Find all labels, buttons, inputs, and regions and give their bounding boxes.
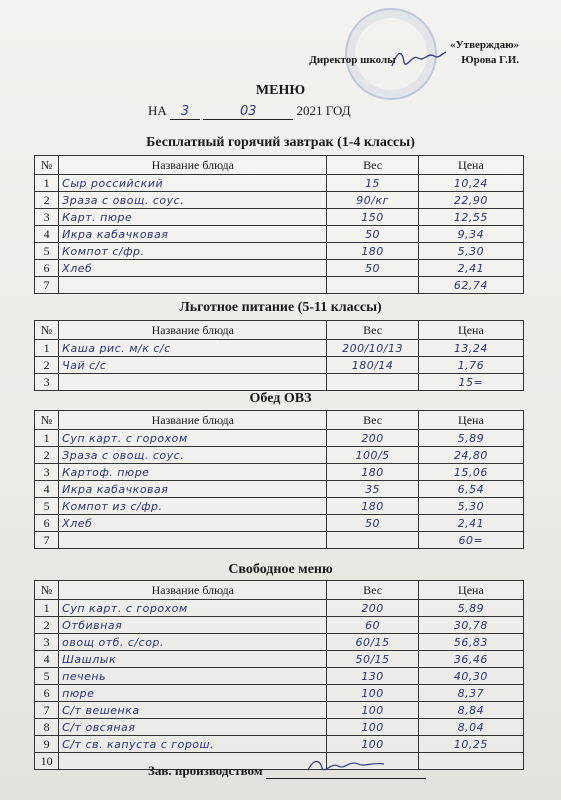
cell-dish-name: Сыр российский xyxy=(59,175,327,192)
cell-weight: 180 xyxy=(327,498,418,515)
table-row xyxy=(35,243,524,260)
table-row xyxy=(35,447,524,464)
table-row xyxy=(35,702,524,719)
cell-number: 2 xyxy=(35,357,59,374)
cell-weight xyxy=(327,374,418,391)
col-weight: Вес xyxy=(327,581,418,600)
cell-number: 3 xyxy=(35,634,59,651)
cell-number: 5 xyxy=(35,668,59,685)
section-title-subsidized: Льготное питание (5-11 классы) xyxy=(179,300,382,315)
cell-number: 2 xyxy=(35,192,59,209)
table-row xyxy=(35,464,524,481)
table-row xyxy=(35,340,524,357)
cell-price: 56,83 xyxy=(418,634,523,651)
cell-price: 15= xyxy=(418,374,523,391)
date-prefix: НА xyxy=(148,103,167,118)
cell-number: 5 xyxy=(35,498,59,515)
table-ovz-lunch xyxy=(34,410,524,549)
cell-weight: 15 xyxy=(327,175,418,192)
col-price: Цена xyxy=(418,156,523,175)
cell-weight: 100 xyxy=(327,736,418,753)
cell-number: 10 xyxy=(35,753,59,770)
cell-price: 36,46 xyxy=(418,651,523,668)
cell-dish-name: Икра кабачковая xyxy=(59,481,327,498)
cell-price: 15,06 xyxy=(418,464,523,481)
table-body xyxy=(35,430,524,549)
cell-weight xyxy=(327,277,418,294)
cell-dish-name: пюре xyxy=(59,685,327,702)
table-row xyxy=(35,685,524,702)
table-header xyxy=(35,321,524,340)
cell-number: 4 xyxy=(35,226,59,243)
director-name: Юрова Г.И. xyxy=(461,54,519,66)
table-row xyxy=(35,357,524,374)
table-row xyxy=(35,175,524,192)
cell-weight: 130 xyxy=(327,668,418,685)
cell-weight: 180 xyxy=(327,464,418,481)
cell-weight: 50 xyxy=(327,226,418,243)
cell-dish-name: овощ отб. с/сор. xyxy=(59,634,327,651)
approval-block xyxy=(309,38,519,66)
cell-price: 8,37 xyxy=(418,685,523,702)
cell-price: 62,74 xyxy=(418,277,523,294)
cell-dish-name: Картоф. пюре xyxy=(59,464,327,481)
cell-weight xyxy=(327,532,418,549)
table-body xyxy=(35,600,524,770)
cell-price: 8,84 xyxy=(418,702,523,719)
cell-price: 9,34 xyxy=(418,226,523,243)
cell-weight: 100 xyxy=(327,702,418,719)
table-row xyxy=(35,498,524,515)
col-name: Название блюда xyxy=(59,581,327,600)
cell-dish-name: С/т св. капуста с горош. xyxy=(59,736,327,753)
table-header xyxy=(35,156,524,175)
col-num: № xyxy=(35,411,59,430)
col-num: № xyxy=(35,581,59,600)
cell-weight: 100 xyxy=(327,685,418,702)
cell-dish-name: Компот из с/фр. xyxy=(59,498,327,515)
cell-weight: 150 xyxy=(327,209,418,226)
page-title: МЕНЮ xyxy=(255,83,306,98)
table-row xyxy=(35,600,524,617)
signature-line xyxy=(266,764,426,779)
cell-dish-name: Карт. пюре xyxy=(59,209,327,226)
table-row xyxy=(35,617,524,634)
table-row xyxy=(35,651,524,668)
table-row xyxy=(35,634,524,651)
table-free-menu xyxy=(34,580,524,770)
col-name: Название блюда xyxy=(59,321,327,340)
cell-dish-name xyxy=(59,277,327,294)
cell-number: 5 xyxy=(35,243,59,260)
cell-number: 6 xyxy=(35,260,59,277)
cell-dish-name: Чай с/с xyxy=(59,357,327,374)
col-name: Название блюда xyxy=(59,156,327,175)
manager-signature xyxy=(306,756,386,776)
cell-dish-name: Зраза с овощ. соус. xyxy=(59,192,327,209)
table-row xyxy=(35,277,524,294)
table-row xyxy=(35,226,524,243)
table-row xyxy=(35,532,524,549)
cell-number: 3 xyxy=(35,209,59,226)
cell-weight: 200 xyxy=(327,430,418,447)
cell-price: 12,55 xyxy=(418,209,523,226)
date-day: 3 xyxy=(170,104,200,120)
cell-dish-name: Хлеб xyxy=(59,515,327,532)
table-body xyxy=(35,175,524,294)
cell-weight: 100 xyxy=(327,719,418,736)
director-label: Директор школы xyxy=(309,54,396,66)
cell-price: 2,41 xyxy=(418,260,523,277)
cell-weight: 50 xyxy=(327,515,418,532)
table-row xyxy=(35,430,524,447)
director-line xyxy=(309,53,519,68)
cell-dish-name: С/т овсяная xyxy=(59,719,327,736)
cell-dish-name: печень xyxy=(59,668,327,685)
cell-weight: 50/15 xyxy=(327,651,418,668)
cell-price: 5,30 xyxy=(418,498,523,515)
cell-number: 6 xyxy=(35,685,59,702)
date-month: 03 xyxy=(203,104,293,120)
cell-weight: 180 xyxy=(327,243,418,260)
table-row xyxy=(35,668,524,685)
table-header xyxy=(35,411,524,430)
footer-label: Зав. производством xyxy=(148,763,263,778)
cell-weight: 200 xyxy=(327,600,418,617)
cell-price: 5,30 xyxy=(418,243,523,260)
cell-number: 2 xyxy=(35,617,59,634)
cell-dish-name: Икра кабачковая xyxy=(59,226,327,243)
col-weight: Вес xyxy=(327,156,418,175)
cell-price: 10,24 xyxy=(418,175,523,192)
col-weight: Вес xyxy=(327,321,418,340)
cell-weight: 60/15 xyxy=(327,634,418,651)
cell-dish-name: Суп карт. с горохом xyxy=(59,430,327,447)
table-row xyxy=(35,209,524,226)
cell-weight: 60 xyxy=(327,617,418,634)
table-row xyxy=(35,736,524,753)
approve-label: «Утверждаю» xyxy=(450,39,519,51)
cell-price: 5,89 xyxy=(418,430,523,447)
cell-number: 7 xyxy=(35,277,59,294)
section-title-free-breakfast: Бесплатный горячий завтрак (1-4 классы) xyxy=(146,135,415,150)
cell-number: 3 xyxy=(35,464,59,481)
cell-dish-name: Каша рис. м/к с/с xyxy=(59,340,327,357)
table-free-breakfast xyxy=(34,155,524,294)
date-suffix: 2021 ГОД xyxy=(296,103,351,118)
col-price: Цена xyxy=(418,581,523,600)
table-row xyxy=(35,374,524,391)
cell-price: 6,54 xyxy=(418,481,523,498)
cell-weight: 50 xyxy=(327,260,418,277)
col-name: Название блюда xyxy=(59,411,327,430)
cell-dish-name: Шашлык xyxy=(59,651,327,668)
cell-price: 24,80 xyxy=(418,447,523,464)
cell-dish-name: Суп карт. с горохом xyxy=(59,600,327,617)
cell-dish-name: Хлеб xyxy=(59,260,327,277)
table-header xyxy=(35,581,524,600)
cell-price: 2,41 xyxy=(418,515,523,532)
col-price: Цена xyxy=(418,411,523,430)
table-body xyxy=(35,340,524,391)
cell-dish-name xyxy=(59,532,327,549)
cell-number: 2 xyxy=(35,447,59,464)
footer-signature-line xyxy=(148,763,426,779)
cell-number: 3 xyxy=(35,374,59,391)
cell-number: 1 xyxy=(35,430,59,447)
section-title-ovz-lunch: Обед ОВЗ xyxy=(249,391,312,406)
cell-weight: 180/14 xyxy=(327,357,418,374)
cell-number: 1 xyxy=(35,600,59,617)
cell-price: 22,90 xyxy=(418,192,523,209)
table-row xyxy=(35,260,524,277)
cell-weight: 90/кг xyxy=(327,192,418,209)
table-row xyxy=(35,192,524,209)
cell-price: 8,04 xyxy=(418,719,523,736)
cell-dish-name: Зраза с овощ. соус. xyxy=(59,447,327,464)
cell-price xyxy=(418,753,523,770)
cell-number: 6 xyxy=(35,515,59,532)
table-row xyxy=(35,515,524,532)
col-price: Цена xyxy=(418,321,523,340)
table-row xyxy=(35,719,524,736)
col-num: № xyxy=(35,156,59,175)
cell-number: 9 xyxy=(35,736,59,753)
cell-weight: 100/5 xyxy=(327,447,418,464)
cell-price: 30,78 xyxy=(418,617,523,634)
cell-price: 1,76 xyxy=(418,357,523,374)
cell-dish-name: С/т вешенка xyxy=(59,702,327,719)
col-weight: Вес xyxy=(327,411,418,430)
cell-number: 4 xyxy=(35,481,59,498)
cell-dish-name xyxy=(59,374,327,391)
cell-number: 7 xyxy=(35,532,59,549)
cell-price: 13,24 xyxy=(418,340,523,357)
cell-number: 1 xyxy=(35,175,59,192)
cell-dish-name: Отбивная xyxy=(59,617,327,634)
cell-dish-name: Компот с/фр. xyxy=(59,243,327,260)
cell-number: 8 xyxy=(35,719,59,736)
cell-price: 10,25 xyxy=(418,736,523,753)
table-subsidized xyxy=(34,320,524,391)
table-row xyxy=(35,481,524,498)
cell-price: 40,30 xyxy=(418,668,523,685)
col-num: № xyxy=(35,321,59,340)
cell-weight: 200/10/13 xyxy=(327,340,418,357)
cell-number: 7 xyxy=(35,702,59,719)
cell-number: 1 xyxy=(35,340,59,357)
cell-weight: 35 xyxy=(327,481,418,498)
section-title-free-menu: Свободное меню xyxy=(228,562,333,577)
cell-price: 60= xyxy=(418,532,523,549)
menu-date xyxy=(148,103,351,120)
cell-number: 4 xyxy=(35,651,59,668)
cell-price: 5,89 xyxy=(418,600,523,617)
